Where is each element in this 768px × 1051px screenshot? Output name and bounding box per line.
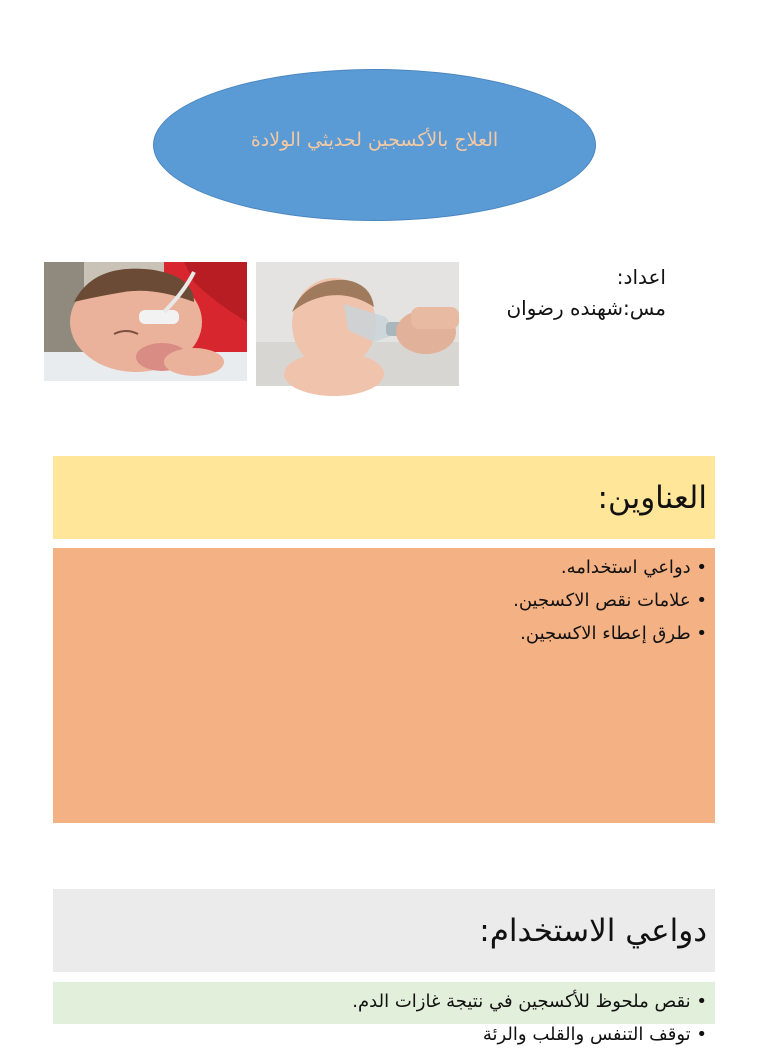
list-item: • علامات نقص الاكسجين.	[53, 584, 707, 617]
author-name: مس:شهنده رضوان	[506, 296, 666, 320]
list-item: • توقف التنفس والقلب والرئة	[53, 1018, 707, 1051]
section-heading-contents	[53, 456, 715, 539]
bullet-list	[53, 985, 707, 1051]
section-content-indications	[53, 982, 715, 1045]
author-block	[470, 262, 666, 324]
section-heading-indications	[53, 889, 715, 972]
newborn-nasal-cannula-image	[44, 262, 247, 381]
infant-oxygen-mask-image	[256, 262, 459, 386]
list-item: • طرق إعطاء الاكسجين.	[53, 617, 707, 650]
section-heading-text: العناوين:	[597, 479, 707, 516]
author-label: اعداد:	[616, 265, 666, 289]
title-ellipse	[153, 69, 596, 221]
list-item: • دواعي استخدامه.	[53, 551, 707, 584]
page-title: العلاج بالأكسجين لحديثي الولادة	[250, 129, 499, 151]
bullet-list	[53, 551, 707, 650]
section-content-contents	[53, 548, 715, 823]
section-heading-text: دواعي الاستخدام:	[479, 912, 707, 949]
list-item: • نقص ملحوظ للأكسجين في نتيجة غازات الدم.	[53, 985, 707, 1018]
